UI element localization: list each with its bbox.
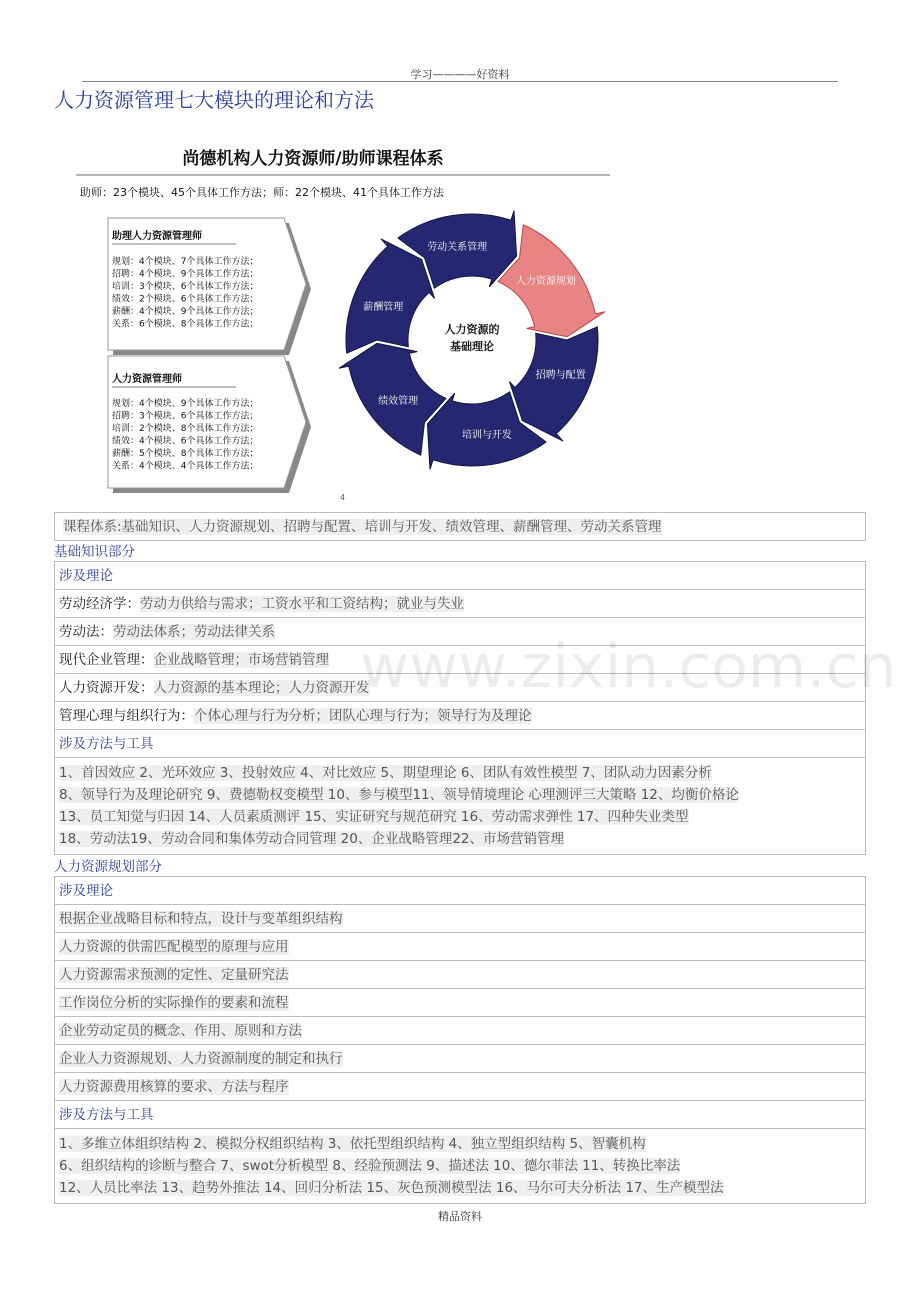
- cycle-label: 人力资源规划: [515, 276, 576, 288]
- table-row: 劳动法：劳动法体系；劳动法律关系: [55, 618, 866, 646]
- table-row: 劳动经济学：劳动力供给与需求；工资水平和工资结构；就业与失业: [55, 590, 866, 618]
- header-divider: [82, 81, 838, 82]
- box1-line: 招聘：4个模块、9个具体工作方法；: [112, 269, 259, 280]
- box2-line: 招聘：3个模块、6个具体工作方法；: [112, 411, 259, 422]
- cycle-segment: [509, 327, 598, 441]
- section1-title: 基础知识部分: [54, 544, 135, 560]
- box2-line: 规划：4个模块、9个具体工作方法；: [112, 399, 259, 409]
- assistant-hr-box: [108, 218, 311, 355]
- section2-theory-label: 涉及理论: [55, 877, 866, 905]
- table-row: 人力资源需求预测的定性、定量研究法: [55, 961, 866, 989]
- page-footer: 精品资料: [438, 1210, 482, 1223]
- cycle-center-line1: 人力资源的: [444, 323, 500, 336]
- table-row: 根据企业战略目标和特点，设计与变革组织结构: [55, 905, 866, 933]
- box2-title: 人力资源管理师: [112, 374, 182, 385]
- box1-title: 助理人力资源管理师: [112, 231, 202, 242]
- table-row: 管理心理与组织行为：个体心理与行为分析；团队心理与行为；领导行为及理论: [55, 702, 866, 730]
- section2-methods-label: 涉及方法与工具: [55, 1101, 866, 1129]
- box2-line: 关系：4个模块、4个具体工作方法；: [112, 461, 259, 472]
- box1-line: 规划：4个模块、7个具体工作方法；: [112, 257, 259, 267]
- box1-line: 培训：3个模块、6个具体工作方法；: [112, 282, 259, 292]
- cycle-label: 劳动关系管理: [427, 242, 488, 254]
- table-row: 工作岗位分析的实际操作的要素和流程: [55, 989, 866, 1017]
- course-system-figure: [76, 140, 616, 502]
- box2-line: 培训：2个模块、8个具体工作方法；: [112, 424, 259, 434]
- cycle-label: 招聘与配置: [535, 370, 586, 382]
- figure-page-number: 4: [340, 493, 346, 502]
- table-row: 现代企业管理：企业战略管理；市场营销管理: [55, 646, 866, 674]
- cycle-segment: [346, 239, 435, 353]
- figure-subheading: 助师：23个模块、45个具体工作方法；师：22个模块、41个具体工作方法: [80, 186, 444, 199]
- section1-methods: 1、首因效应 2、光环效应 3、投射效应 4、对比效应 5、期望理论 6、团队有效性模型 7、团队动力因素分析 8、领导行为及理论研究 9、费德勒权变模型 10、参与模型11、领导情境理论 心理测评三大策略 12、均衡价格论 13、员工知觉与归因 14、人员素质测评 15、实证研究与规范研究 16、劳动需求弹性 17、四种失业类型 18、劳动法19、劳动合同和集体劳动合同管理 20、企业战略管理22、市场营销管理: [55, 758, 866, 855]
- section2-table: [54, 876, 866, 1204]
- table-row: 人力资源费用核算的要求、方法与程序: [55, 1073, 866, 1101]
- page-title: 人力资源管理七大模块的理论和方法: [54, 88, 374, 112]
- box1-line: 薪酬：4个模块、9个具体工作方法；: [112, 307, 259, 317]
- course-system-table: [54, 512, 866, 541]
- section2-methods: 1、多维立体组织结构 2、模拟分权组织结构 3、依托型组织结构 4、独立型组织结构 5、智囊机构 6、组织结构的诊断与整合 7、swot分析模型 8、经验预测法 9、描述法 10、德尔菲法 11、转换比率法 12、人员比率法 13、趋势外推法 14、回归分析法 15、灰色预测模型法 16、马尔可夫分析法 17、生产模型法: [55, 1129, 866, 1204]
- section1-table: [54, 561, 866, 855]
- table-row: 企业人力资源规划、人力资源制度的制定和执行: [55, 1045, 866, 1073]
- cycle-center-line2: 基础理论: [450, 340, 494, 353]
- section1-methods-label: 涉及方法与工具: [55, 730, 866, 758]
- box1-line: 关系：6个模块、8个具体工作方法；: [112, 319, 259, 330]
- hr-manager-box: [108, 356, 311, 493]
- cycle-label: 培训与开发: [461, 429, 512, 441]
- table-row: 人力资源开发：人力资源的基本理论；人力资源开发: [55, 674, 866, 702]
- section2-title: 人力资源规划部分: [54, 859, 162, 875]
- cycle-label: 绩效管理: [378, 395, 419, 407]
- section1-theory-label: 涉及理论: [55, 562, 866, 590]
- page-header: 学习————好资料: [410, 68, 510, 81]
- watermark: www.zixin.com.cn: [360, 632, 897, 702]
- course-system-text: 课程体系:基础知识、人力资源规划、招聘与配置、培训与开发、绩效管理、薪酬管理、劳动关系管理: [63, 518, 662, 535]
- figure-heading: 尚德机构人力资源师/助师课程体系: [182, 149, 444, 169]
- box1-line: 绩效：2个模块、6个具体工作方法；: [112, 294, 259, 305]
- cycle-label: 薪酬管理: [363, 301, 404, 313]
- box2-line: 绩效：4个模块、6个具体工作方法；: [112, 436, 259, 447]
- table-row: 人力资源的供需匹配模型的原理与应用: [55, 933, 866, 961]
- box2-line: 薪酬：5个模块、8个具体工作方法；: [112, 449, 259, 459]
- table-row: 企业劳动定员的概念、作用、原则和方法: [55, 1017, 866, 1045]
